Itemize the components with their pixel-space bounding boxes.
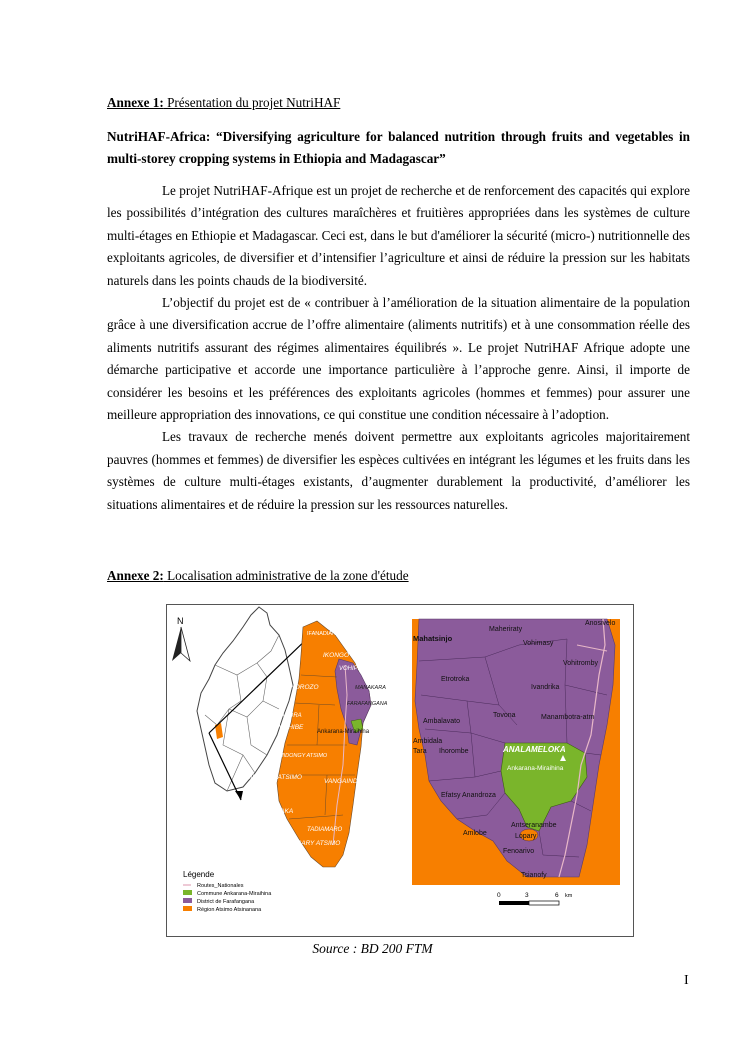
label-midongy: MIDONGY ATSIMO	[279, 753, 328, 759]
label-maheriraty: Maheriraty	[489, 626, 523, 633]
label-antseranambe: Antseranambe	[511, 822, 557, 829]
label-ankarana-left: Ankarana-Miraihina	[317, 729, 370, 735]
scale-bar	[497, 892, 573, 905]
study-area-map	[166, 604, 634, 937]
label-efatsy: Efatsy Anandroza	[441, 792, 496, 799]
detail-map	[412, 619, 620, 885]
annex2-heading	[107, 565, 690, 587]
paragraph-1: Le projet NutriHAF-Afrique est un projet de recherche et de renforcement des capacités qui explore les possibilités d’intégration des cultures maraîchères et fruitières appropriées dans les systèmes de culture multi-étages en Ethiopie et Madagascar. Ceci est, dans le but d'améliorer la sécurité (micro-) nutritionnelle des exploitants agricoles, de diversifier et d’intensifier l’agriculture et ainsi de réduire la pression sur les habitats naturels dans les points chauds de la biodiversité.	[107, 183, 690, 288]
legend-item-district: District de Farafangana	[197, 899, 255, 905]
label-ifanadiana: IFANADIANA	[307, 631, 340, 637]
label-tsianofy: Tsianofy	[521, 872, 547, 879]
label-vohipeno: VOHIPENO	[339, 666, 371, 672]
label-vondrozo: VONDROZO	[281, 684, 319, 691]
body-text	[107, 180, 690, 516]
label-tovona: Tovona	[493, 712, 516, 719]
label-ivandrika: Ivandrika	[531, 684, 560, 691]
label-lopary: Lopary	[515, 833, 537, 840]
north-arrow-icon	[172, 616, 190, 661]
map-source: Source : BD 200 FTM	[312, 941, 433, 956]
label-vohimasy: Vohimasy	[523, 640, 554, 647]
page-number: I	[684, 973, 689, 988]
label-mahatsinjo: Mahatsinjo	[413, 634, 453, 643]
annex1-heading	[107, 92, 690, 114]
label-amlobe: Amlobe	[463, 830, 487, 837]
paragraph-3: Les travaux de recherche menés doivent permettre aux exploitants agricoles majoritairement pauvres (hommes et femmes) de diversifier les espèces cultivées en intégrant les légumes et les fruits dans les systèmes de culture multi-étages existants, d’augmenter durablement la productivité, d’améliorer les situations alimentaires et de réduire la pression sur les ressources naturelles.	[107, 429, 690, 512]
label-ikongo: IKONGO	[323, 652, 350, 659]
label-ivohibe: IVOHIBE	[277, 724, 304, 731]
label-ankarana-detail: Ankarana-Miraihina	[507, 765, 564, 772]
label-vangaindrano: VANGAINDRANO	[324, 778, 377, 785]
annex1-label: Annexe 1:	[107, 95, 164, 110]
annex2-text: Localisation administrative de la zone d'étude	[163, 568, 409, 583]
paragraph-2: L’objectif du projet est de « contribuer à l’amélioration de la situation alimentaire de la population grâce à une diversification accrue de l’offre alimentaire (aliments nutritifs) et à une consommation réelle des aliments nutritifs assurant des régimes alimentaires équilibrés ». Le projet NutriHAF Afrique adopte une démarche participative et accorde une importance particulière à l’approche genre. Ainsi, il importe de considérer les besoins et les préférences des exploitants agricoles (hommes et femmes) pour assurer une meilleure appropriation des innovations, ce qui constitue une condition nécessaire à l’adoption.	[107, 295, 690, 423]
label-fenoarivo: Fenoarivo	[503, 848, 535, 855]
legend-item-routes: Routes_Nationales	[197, 883, 244, 889]
label-manakara: MANAKARA	[355, 685, 386, 691]
label-analameloka: ANALAMELOKA	[503, 745, 566, 754]
label-manambotra: Manambotra-atm	[541, 714, 595, 721]
label-ambalavato: Ambalavato	[423, 718, 460, 725]
scale-unit: km	[565, 893, 573, 899]
legend-item-region: Région Atsimo Atsinanana	[197, 907, 262, 913]
label-tadiamaro: TADIAMARO	[307, 827, 343, 833]
annex1-text: Présentation du projet NutriHAF	[163, 95, 341, 110]
label-iakora: IAKORA	[279, 713, 302, 719]
label-etrotroka: Etrotroka	[441, 676, 470, 683]
arrow-head-icon	[235, 791, 243, 800]
project-title: NutriHAF-Africa: “Diversifying agriculture for balanced nutrition through fruits and vegetables in multi-storey cropping systems in Ethiopia and Madagascar”	[107, 129, 690, 166]
label-befotaka: BEFOTAKA	[259, 808, 294, 815]
label-vohitromby: Vohitromby	[563, 660, 599, 667]
scale-tick-6: 6	[555, 892, 559, 899]
annex2-label: Annexe 2:	[107, 568, 164, 583]
north-label: N	[177, 616, 184, 626]
label-ambidala: Ambidala	[413, 738, 443, 745]
label-ihorombe: Ihorombe	[439, 748, 469, 755]
label-anosivelo: Anosivelo	[585, 620, 616, 627]
scale-tick-3: 3	[525, 892, 529, 899]
label-midongy-2: MIDONGY ATSIMO	[245, 774, 302, 781]
label-farafangana: FARAFANGANA	[347, 701, 388, 707]
legend-item-commune: Commune Ankarana-Miraihina	[197, 891, 272, 897]
label-ampasary: AMPASARY ATSIMO	[279, 840, 341, 847]
map-legend	[183, 870, 272, 913]
legend-title: Légende	[183, 870, 215, 879]
label-tara: Tara	[413, 748, 427, 755]
scale-tick-0: 0	[497, 892, 501, 899]
map-svg	[167, 605, 634, 937]
